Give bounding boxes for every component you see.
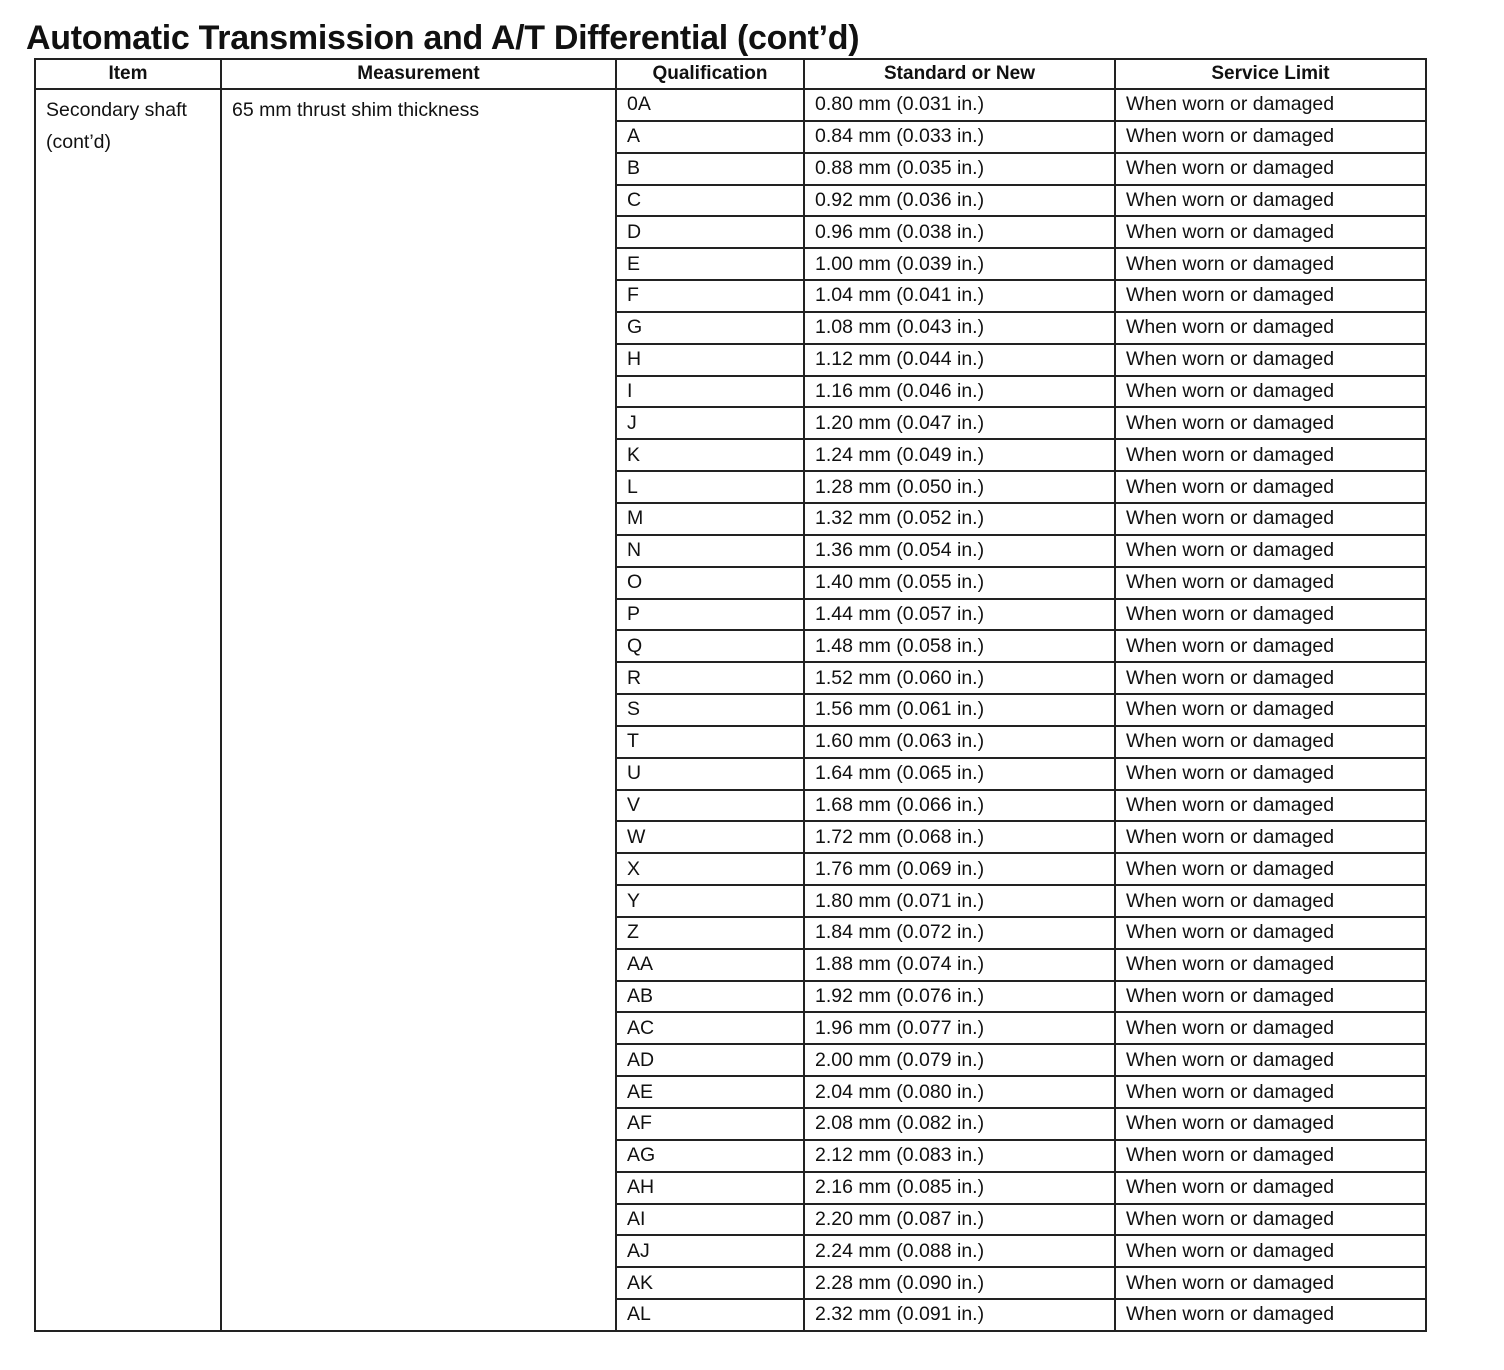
service-limit-cell: When worn or damaged [1115,949,1426,981]
service-limit-cell: When worn or damaged [1115,153,1426,185]
header-standard: Standard or New [804,59,1115,89]
qualification-cell: T [616,726,804,758]
service-limit-cell: When worn or damaged [1115,662,1426,694]
standard-cell: 1.52 mm (0.060 in.) [804,662,1115,694]
qualification-cell: R [616,662,804,694]
standard-cell: 1.28 mm (0.050 in.) [804,471,1115,503]
measurement-cell: 65 mm thrust shim thickness [221,89,616,1331]
standard-cell: 2.20 mm (0.087 in.) [804,1204,1115,1236]
service-limit-cell: When worn or damaged [1115,248,1426,280]
service-limit-cell: When worn or damaged [1115,439,1426,471]
service-limit-cell: When worn or damaged [1115,344,1426,376]
standard-cell: 1.68 mm (0.066 in.) [804,790,1115,822]
header-qualification: Qualification [616,59,804,89]
qualification-cell: W [616,821,804,853]
qualification-cell: F [616,280,804,312]
qualification-cell: H [616,344,804,376]
service-limit-cell: When worn or damaged [1115,216,1426,248]
standard-cell: 2.08 mm (0.082 in.) [804,1108,1115,1140]
standard-cell: 1.20 mm (0.047 in.) [804,407,1115,439]
qualification-cell: P [616,599,804,631]
service-limit-cell: When worn or damaged [1115,376,1426,408]
qualification-cell: AD [616,1044,804,1076]
standard-cell: 0.80 mm (0.031 in.) [804,89,1115,121]
qualification-cell: C [616,185,804,217]
service-limit-cell: When worn or damaged [1115,567,1426,599]
qualification-cell: I [616,376,804,408]
item-cell [35,89,221,1331]
qualification-cell: AA [616,949,804,981]
qualification-cell: D [616,216,804,248]
standard-cell: 2.28 mm (0.090 in.) [804,1267,1115,1299]
standard-cell: 1.96 mm (0.077 in.) [804,1012,1115,1044]
standard-cell: 2.04 mm (0.080 in.) [804,1076,1115,1108]
standard-cell: 1.72 mm (0.068 in.) [804,821,1115,853]
qualification-cell: G [616,312,804,344]
service-limit-cell: When worn or damaged [1115,312,1426,344]
page-title: Automatic Transmission and A/T Differential (cont’d) [26,19,860,57]
standard-cell: 1.48 mm (0.058 in.) [804,630,1115,662]
table-body [35,89,1426,1331]
standard-cell: 2.12 mm (0.083 in.) [804,1140,1115,1172]
qualification-cell: E [616,248,804,280]
qualification-cell: B [616,153,804,185]
qualification-cell: AK [616,1267,804,1299]
standard-cell: 1.80 mm (0.071 in.) [804,885,1115,917]
qualification-cell: Q [616,630,804,662]
standard-cell: 1.04 mm (0.041 in.) [804,280,1115,312]
qualification-cell: AI [616,1204,804,1236]
service-limit-cell: When worn or damaged [1115,280,1426,312]
qualification-cell: N [616,535,804,567]
standard-cell: 2.00 mm (0.079 in.) [804,1044,1115,1076]
qualification-cell: J [616,407,804,439]
standard-cell: 2.32 mm (0.091 in.) [804,1299,1115,1331]
standard-cell: 1.92 mm (0.076 in.) [804,981,1115,1013]
service-limit-cell: When worn or damaged [1115,726,1426,758]
header-measurement: Measurement [221,59,616,89]
qualification-cell: AL [616,1299,804,1331]
standard-cell: 1.36 mm (0.054 in.) [804,535,1115,567]
standard-cell: 2.16 mm (0.085 in.) [804,1172,1115,1204]
qualification-cell: AF [616,1108,804,1140]
service-limit-cell: When worn or damaged [1115,503,1426,535]
item-label: Secondary shaft [46,99,187,121]
qualification-cell: Y [616,885,804,917]
header-service-limit: Service Limit [1115,59,1426,89]
qualification-cell: M [616,503,804,535]
service-limit-cell: When worn or damaged [1115,1235,1426,1267]
service-limit-cell: When worn or damaged [1115,1108,1426,1140]
service-limit-cell: When worn or damaged [1115,630,1426,662]
qualification-cell: V [616,790,804,822]
service-limit-cell: When worn or damaged [1115,853,1426,885]
service-limit-cell: When worn or damaged [1115,407,1426,439]
service-limit-cell: When worn or damaged [1115,885,1426,917]
service-limit-cell: When worn or damaged [1115,1299,1426,1331]
service-limit-cell: When worn or damaged [1115,1012,1426,1044]
standard-cell: 1.24 mm (0.049 in.) [804,439,1115,471]
service-limit-cell: When worn or damaged [1115,1204,1426,1236]
service-limit-cell: When worn or damaged [1115,1140,1426,1172]
service-limit-cell: When worn or damaged [1115,1044,1426,1076]
standard-cell: 1.84 mm (0.072 in.) [804,917,1115,949]
standard-cell: 0.92 mm (0.036 in.) [804,185,1115,217]
table-row [35,89,1426,121]
qualification-cell: L [616,471,804,503]
qualification-cell: U [616,758,804,790]
standard-cell: 1.56 mm (0.061 in.) [804,694,1115,726]
service-limit-cell: When worn or damaged [1115,981,1426,1013]
standard-cell: 0.84 mm (0.033 in.) [804,121,1115,153]
header-item: Item [35,59,221,89]
service-limit-cell: When worn or damaged [1115,185,1426,217]
service-limit-cell: When worn or damaged [1115,1172,1426,1204]
standard-cell: 2.24 mm (0.088 in.) [804,1235,1115,1267]
standard-cell: 1.64 mm (0.065 in.) [804,758,1115,790]
standard-cell: 1.12 mm (0.044 in.) [804,344,1115,376]
qualification-cell: AH [616,1172,804,1204]
qualification-cell: X [616,853,804,885]
standard-cell: 1.76 mm (0.069 in.) [804,853,1115,885]
standard-cell: 1.00 mm (0.039 in.) [804,248,1115,280]
standard-cell: 1.32 mm (0.052 in.) [804,503,1115,535]
service-limit-cell: When worn or damaged [1115,121,1426,153]
qualification-cell: AE [616,1076,804,1108]
standard-cell: 1.40 mm (0.055 in.) [804,567,1115,599]
standard-cell: 0.96 mm (0.038 in.) [804,216,1115,248]
service-limit-cell: When worn or damaged [1115,1076,1426,1108]
qualification-cell: AB [616,981,804,1013]
standard-cell: 1.08 mm (0.043 in.) [804,312,1115,344]
service-limit-cell: When worn or damaged [1115,471,1426,503]
spec-table [34,58,1427,1332]
item-continued-label: (cont’d) [46,131,112,153]
header-row [35,59,1426,89]
qualification-cell: AC [616,1012,804,1044]
service-limit-cell: When worn or damaged [1115,790,1426,822]
qualification-cell: O [616,567,804,599]
qualification-cell: 0A [616,89,804,121]
service-limit-cell: When worn or damaged [1115,1267,1426,1299]
service-limit-cell: When worn or damaged [1115,89,1426,121]
qualification-cell: AG [616,1140,804,1172]
service-limit-cell: When worn or damaged [1115,821,1426,853]
service-limit-cell: When worn or damaged [1115,917,1426,949]
qualification-cell: A [616,121,804,153]
standard-cell: 1.16 mm (0.046 in.) [804,376,1115,408]
qualification-cell: AJ [616,1235,804,1267]
qualification-cell: S [616,694,804,726]
standard-cell: 1.88 mm (0.074 in.) [804,949,1115,981]
service-limit-cell: When worn or damaged [1115,599,1426,631]
service-limit-cell: When worn or damaged [1115,694,1426,726]
qualification-cell: Z [616,917,804,949]
standard-cell: 0.88 mm (0.035 in.) [804,153,1115,185]
service-limit-cell: When worn or damaged [1115,758,1426,790]
service-limit-cell: When worn or damaged [1115,535,1426,567]
standard-cell: 1.60 mm (0.063 in.) [804,726,1115,758]
qualification-cell: K [616,439,804,471]
standard-cell: 1.44 mm (0.057 in.) [804,599,1115,631]
